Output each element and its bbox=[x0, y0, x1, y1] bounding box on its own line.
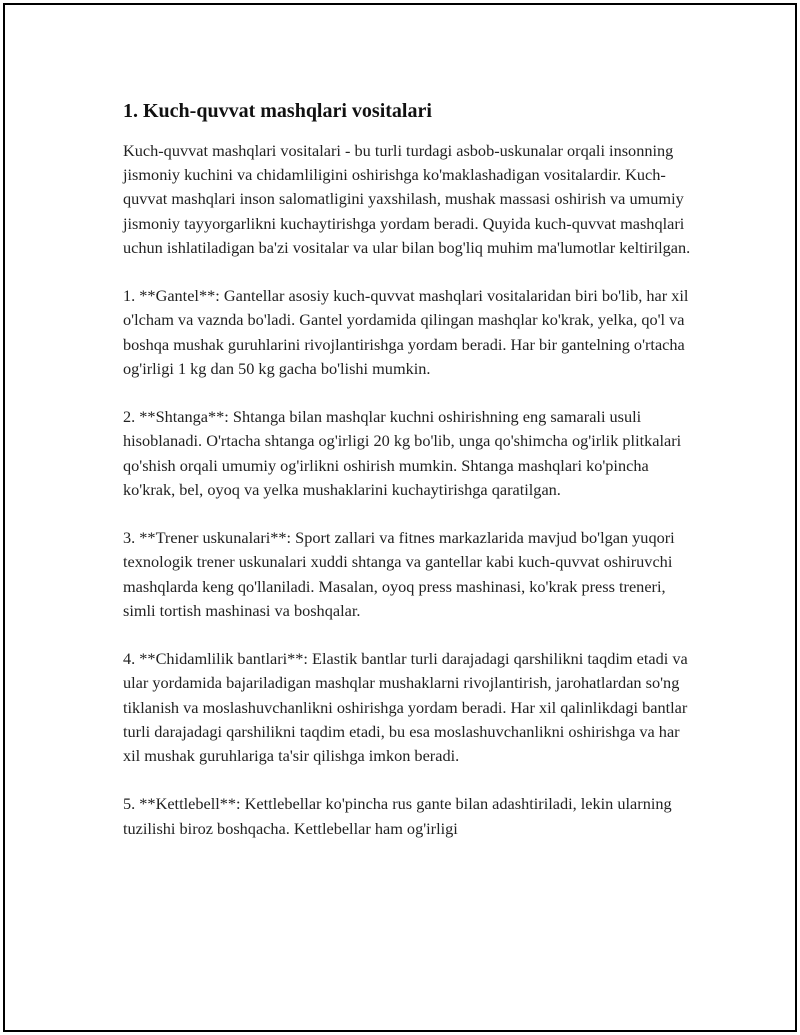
page-frame bbox=[3, 3, 797, 1032]
paragraph-gantel: 1. **Gantel**: Gantellar asosiy kuch-quvvat mashqlari vositalaridan biri bo'lib, har xil o'lcham va vaznda bo'ladi. Gantel yordamida qilingan mashqlar ko'krak, yelka, qo'l va boshqa mushak guruhlarini rivojlantirishga yordam beradi. Har bir gantelning o'rtacha og'irligi 1 kg dan 50 kg gacha bo'lishi mumkin. bbox=[123, 286, 689, 378]
paragraph-trener-uskunalari: 3. **Trener uskunalari**: Sport zallari va fitnes markazlarida mavjud bo'lgan yuqori texnologik trener uskunalari xuddi shtanga va gantellar kabi kuch-quvvat oshiruvchi mashqlarda keng qo'llaniladi. Masalan, oyoq press mashinasi, ko'krak press treneri, simli tortish mashinasi va boshqalar. bbox=[123, 528, 675, 620]
paragraph-kettlebell: 5. **Kettlebell**: Kettlebellar ko'pincha rus gante bilan adashtiriladi, lekin ularning tuzilishi biroz boshqacha. Kettlebellar ham og'irligi bbox=[123, 794, 672, 838]
section-heading: 1. Kuch-quvvat mashqlari vositalari bbox=[123, 100, 432, 122]
intro-paragraph: Kuch-quvvat mashqlari vositalari - bu turli turdagi asbob-uskunalar orqali insonning jismoniy kuchini va chidamliligini oshirishga ko'maklashadigan vositalardir. Kuch-quvvat mashqlari inson salomatligini yaxshilash, mushak massasi oshirish va umumiy jismoniy tayyorgarlikni kuchaytirishga yordam beradi. Quyida kuch-quvvat mashqlari uchun ishlatiladigan ba'zi vositalar va ular bilan bog'liq muhim ma'lumotlar keltirilgan. bbox=[123, 141, 691, 257]
document-body bbox=[123, 97, 693, 865]
paragraph-shtanga: 2. **Shtanga**: Shtanga bilan mashqlar kuchni oshirishning eng samarali usuli hisoblanadi. O'rtacha shtanga og'irligi 20 kg bo'lib, unga qo'shimcha og'irlik plitkalari qo'shish orqali umumiy og'irlikni oshirish mumkin. Shtanga mashqlari ko'pincha ko'krak, bel, oyoq va yelka mushaklarini kuchaytirishga qaratilgan. bbox=[123, 407, 682, 499]
paragraph-chidamlilik-bantlari: 4. **Chidamlilik bantlari**: Elastik bantlar turli darajadagi qarshilikni taqdim etadi va ular yordamida bajariladigan mashqlar mushaklarni rivojlantirish, jarohatlardan so'ng tiklanish va moslashuvchanlikni oshirishga yordam beradi. Har xil qalinlikdagi bantlar turli darajadagi qarshilikni taqdim etadi, bu esa moslashuvchanlikni oshirishga va har xil mushak guruhlariga ta'sir qilishga imkon beradi. bbox=[123, 649, 688, 766]
